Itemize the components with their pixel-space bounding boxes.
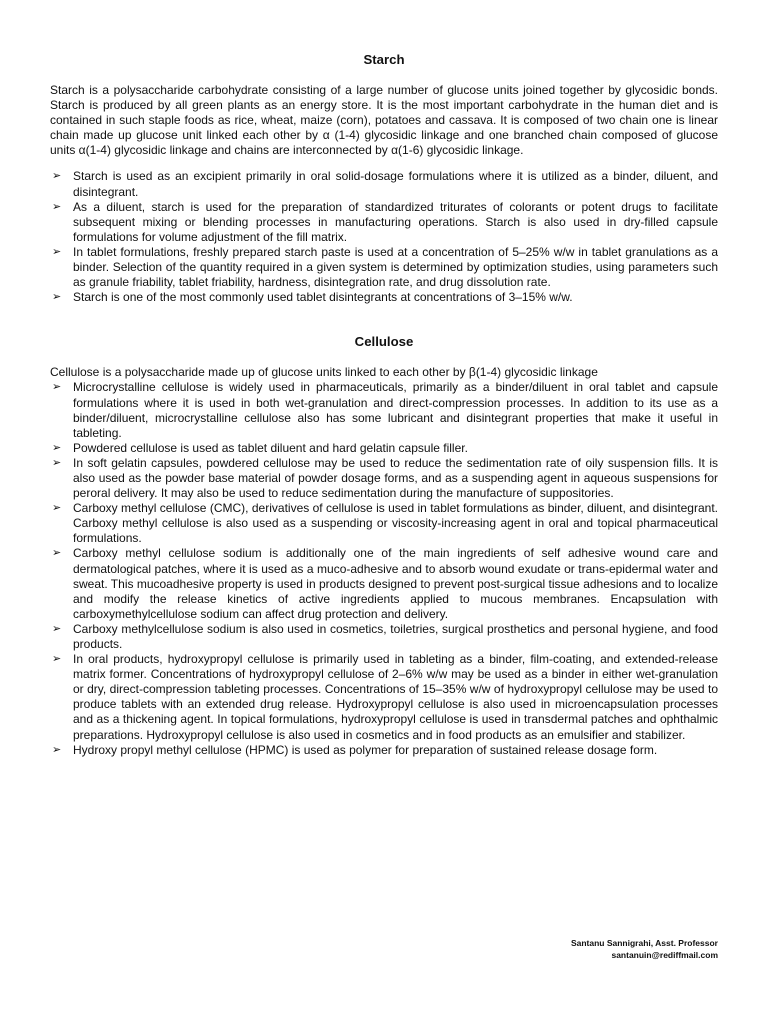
author-email: santanuin@rediffmail.com — [611, 950, 718, 960]
list-item: ➢ Hydroxy propyl methyl cellulose (HPMC) is used as polymer for preparation of sustained release dosage form. — [52, 742, 658, 757]
arrowhead-bullet-icon: ➢ — [52, 547, 62, 560]
document-page — [50, 50, 718, 758]
arrowhead-bullet-icon: ➢ — [52, 743, 62, 756]
starch-heading: Starch — [363, 52, 405, 67]
arrowhead-bullet-icon: ➢ — [52, 441, 62, 454]
author-footer — [571, 937, 718, 961]
starch-intro-paragraph: Starch is a polysaccharide carbohydrate consisting of a large number of glucose units joined together by glycosidic bonds. Starch is produced by all green plants as an energy store. It is the most important carbohydrate in the human diet and is contained in such staple foods as rice, wheat, maize (corn), potatoes and cassava. It is composed of two chain one is linear chain made up glucose unit linked each other by α (1-4) glycosidic linkage and one branched chain composed of glucose units α(1-4) glycosidic linkage and chains are interconnected by α(1-6) glycosidic linkage. — [50, 83, 718, 158]
list-item: ➢ Carboxy methyl cellulose (CMC), derivatives of cellulose is used in tablet formulations as binder, diluent, and disintegrant. Carboxy methyl cellulose is also used as a suspending or viscosity-increasing agent in oral and topical pharmaceutical formulations. — [52, 501, 718, 546]
list-item: ➢ As a diluent, starch is used for the preparation of standardized triturates of colorants or potent drugs to facilitate subsequent mixing or blending processes in manufacturing operations. Starch is also used in dry-filled capsule formulations for volume adjustment of the fill matrix. — [52, 199, 718, 244]
list-item: ➢ Starch is used as an excipient primarily in oral solid-dosage formulations where it is utilized as a binder, diluent, and disintegrant. — [52, 169, 718, 199]
arrowhead-bullet-icon: ➢ — [52, 622, 62, 635]
list-item: ➢ In soft gelatin capsules, powdered cellulose may be used to reduce the sedimentation rate of oily suspension fills. It is also used as the powder base material of powder dosage forms, and as a suspending agent in aqueous suspensions for peroral delivery. It may also be used to reduce sedimentation during the manufacture of suppositories. — [52, 455, 718, 501]
list-item: ➢ Microcrystalline cellulose is widely used in pharmaceuticals, primarily as a binder/diluent in oral tablet and capsule formulations where it is used in both wet-granulation and direct-compression processes. In addition to its use as a binder/diluent, microcrystalline cellulose also has some lubricant and disintegrant properties that make it useful in tableting. — [52, 380, 718, 440]
arrowhead-bullet-icon: ➢ — [52, 456, 62, 469]
list-item: ➢ Powdered cellulose is used as tablet diluent and hard gelatin capsule filler. — [52, 440, 468, 455]
list-item: ➢ Carboxy methylcellulose sodium is also used in cosmetics, toiletries, surgical prosthetics and personal hygiene, and food products. — [52, 621, 718, 651]
arrowhead-bullet-icon: ➢ — [52, 170, 62, 183]
arrowhead-bullet-icon: ➢ — [52, 381, 62, 394]
cellulose-bullet-list — [50, 380, 718, 757]
arrowhead-bullet-icon: ➢ — [52, 502, 62, 515]
list-item: ➢ Starch is one of the most commonly used tablet disintegrants at concentrations of 3–15% w/w. — [52, 290, 573, 305]
list-item: ➢ In tablet formulations, freshly prepared starch paste is used at a concentration of 5–25% w/w in tablet granulations as a binder. Selection of the quantity required in a given system is determined by optimization studies, using parameters such as granule friability, tablet friability, hardness, disintegration rate, and drug dissolution rate. — [52, 244, 718, 290]
starch-bullet-list — [50, 169, 718, 305]
list-item: ➢ In oral products, hydroxypropyl cellulose is primarily used in tableting as a binder, film-coating, and extended-release matrix former. Concentrations of hydroxypropyl cellulose of 2–6% w/w may be used as a binder in either wet-granulation or dry, direct-compression tableting processes. Concentrations of 15–35% w/w of hydroxypropyl cellulose may be used to produce tablets with an extended drug release. Hydroxypropyl cellulose is also used in microencapsulation processes and as a thickening agent. In topical formulations, hydroxypropyl cellulose is used in transdermal patches and ophthalmic preparations. Hydroxypropyl cellulose is also used in cosmetics and in food products as an emulsifier and stabilizer. — [52, 652, 718, 742]
arrowhead-bullet-icon: ➢ — [52, 245, 62, 258]
arrowhead-bullet-icon: ➢ — [52, 200, 62, 213]
list-item: ➢ Carboxy methyl cellulose sodium is additionally one of the main ingredients of self adhesive wound care and dermatological patches, where it is used as a muco-adhesive and to absorb wound exudate or trans-epidermal water and sweat. This mucoadhesive property is used in products designed to prevent post-surgical tissue adhesions and to localize and modify the release kinetics of active ingredients applied to mucous membranes. Encapsulation with carboxymethylcellulose sodium can affect drug protection and delivery. — [52, 546, 718, 621]
cellulose-heading: Cellulose — [354, 334, 414, 350]
cellulose-intro-paragraph: Cellulose is a polysaccharide made up of glucose units linked to each other by β(1-4) glycosidic linkage — [50, 365, 598, 380]
author-name: Santanu Sannigrahi, Asst. Professor — [570, 938, 718, 948]
arrowhead-bullet-icon: ➢ — [52, 291, 62, 304]
arrowhead-bullet-icon: ➢ — [52, 653, 62, 666]
